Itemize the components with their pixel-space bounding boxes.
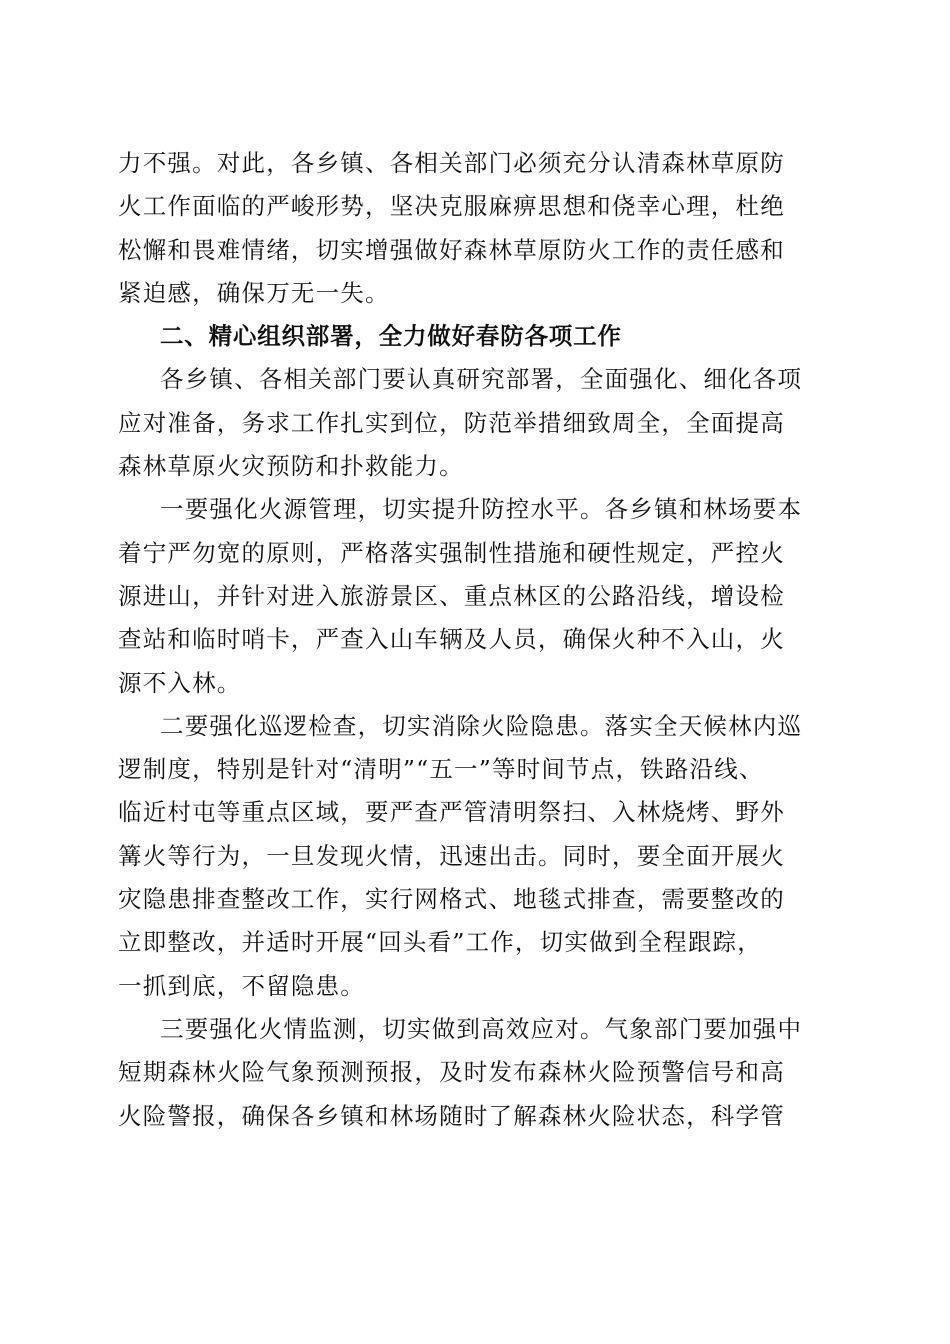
body-text-line: 源进山，并针对进入旅游景区、重点林区的公路沿线，增设检 xyxy=(118,581,785,610)
body-text-line: 力不强。对此，各乡镇、各相关部门必须充分认清森林草原防 xyxy=(118,149,785,177)
body-text-line: 临近村屯等重点区域，要严查严管清明祭扫、入林烧烤、野外 xyxy=(118,798,785,827)
body-text-line: 源不入林。 xyxy=(118,668,242,697)
body-text-line: 逻制度，特别是针对“清明”“五一”等时间节点，铁路沿线、 xyxy=(118,755,764,784)
body-text-line: 紧迫感，确保万无一失。 xyxy=(118,278,390,307)
body-text-line: 短期森林火险气象预测预报，及时发布森林火险预警信号和高 xyxy=(118,1058,785,1087)
body-text-line: 应对准备，务求工作扎实到位，防范举措细致周全，全面提高 xyxy=(118,408,785,437)
body-text-line: 灾隐患排查整改工作，实行网格式、地毯式排查，需要整改的 xyxy=(118,885,785,914)
document-body xyxy=(118,142,828,1138)
body-text-line: 各乡镇、各相关部门要认真研究部署，全面强化、细化各项 xyxy=(160,365,803,394)
body-text-line: 篝火等行为，一旦发现火情，迅速出击。同时，要全面开展火 xyxy=(118,841,785,870)
body-text-line: 查站和临时哨卡，严查入山车辆及人员，确保火种不入山，火 xyxy=(118,625,785,654)
body-text-line: 森林草原火灾预防和扑救能力。 xyxy=(118,452,464,481)
body-text-line: 火工作面临的严峻形势，坚决克服麻痹思想和侥幸心理，杜绝 xyxy=(118,192,785,221)
body-text-line: 立即整改，并适时开展“回头看”工作，切实做到全程跟踪， xyxy=(118,928,762,957)
body-text-line: 松懈和畏难情绪，切实增强做好森林草原防火工作的责任感和 xyxy=(118,235,785,264)
body-text-line: 二要强化巡逻检查，切实消除火险隐患。落实全天候林内巡 xyxy=(160,711,803,740)
body-text-line: 着宁严勿宽的原则，严格落实强制性措施和硬性规定，严控火 xyxy=(118,538,785,567)
body-text-line: 三要强化火情监测，切实做到高效应对。气象部门要加强中 xyxy=(160,1014,803,1043)
body-text-line: 一要强化火源管理，切实提升防控水平。各乡镇和林场要本 xyxy=(160,495,803,524)
section-heading: 二、精心组织部署，全力做好春防各项工作 xyxy=(160,322,622,351)
body-text-line: 一抓到底，不留隐患。 xyxy=(118,971,365,1000)
body-text-line: 火险警报，确保各乡镇和林场随时了解森林火险状态，科学管 xyxy=(118,1101,785,1130)
